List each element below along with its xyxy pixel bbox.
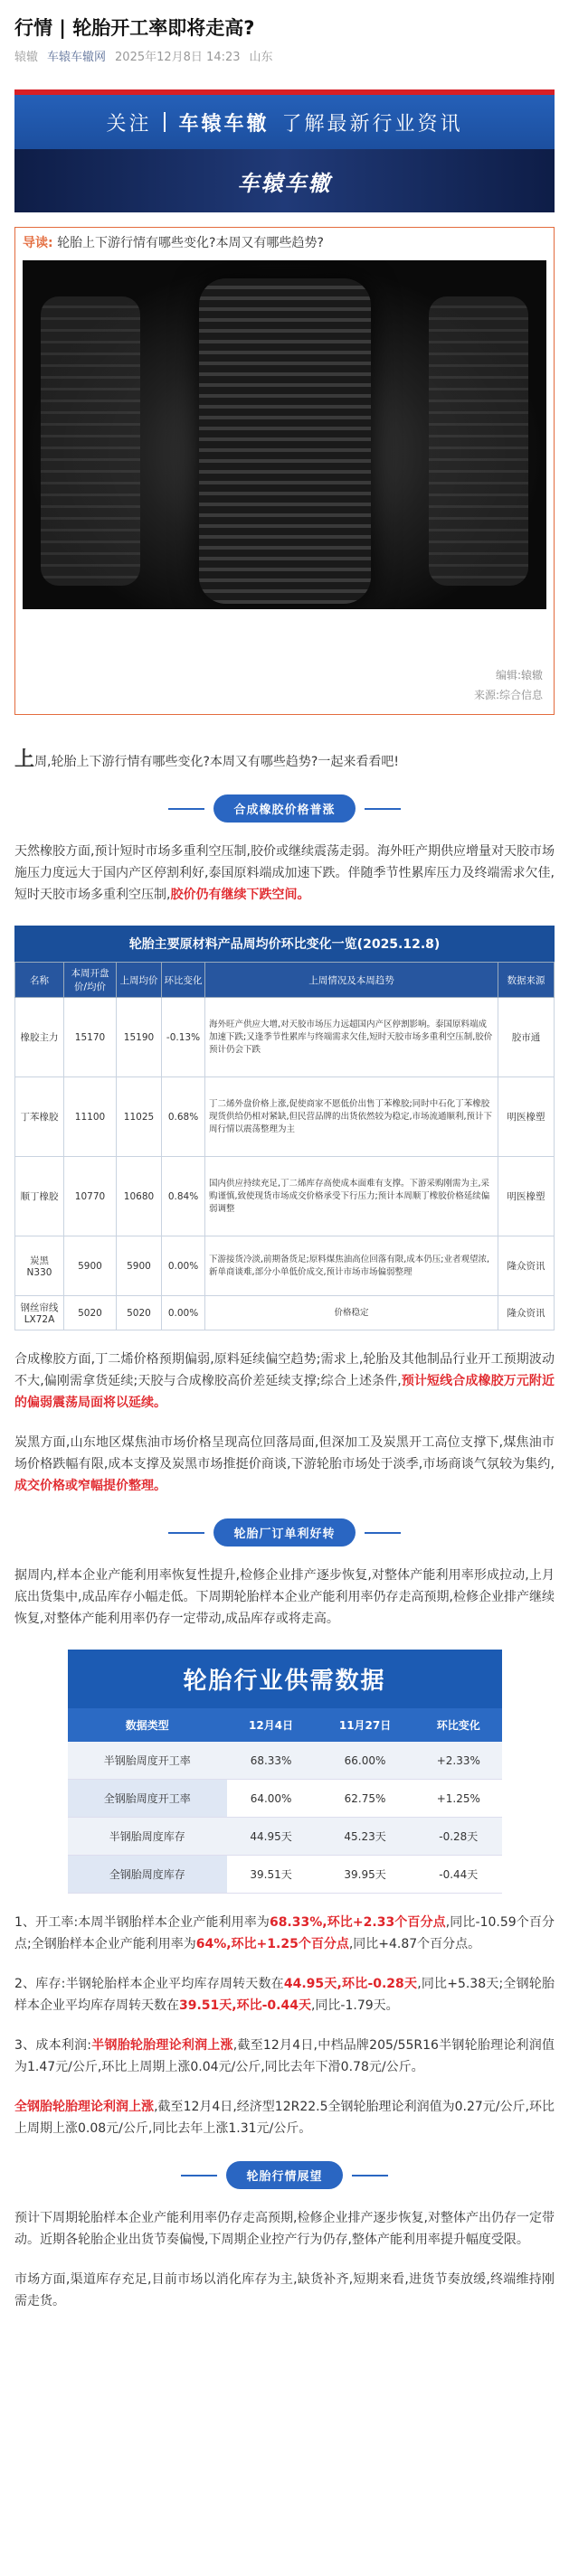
all-steel-profit-paragraph [14,2096,555,2139]
tire-left-image-part [41,296,140,586]
highlight-text: 胶价仍有继续下跌空间。 [170,888,310,902]
table-row [15,998,555,1077]
synthetic-rubber-paragraph [14,1349,555,1414]
market-paragraph: 市场方面,渠道库存充足,目前市场以消化库存为主,缺货补齐,短期来看,进货节奏放缓,终端维持刚需走货。 [14,2272,555,2308]
lead-question: 轮胎上下游行情有哪些变化?本周又有哪些趋势? [57,236,324,250]
pill-line-right [352,2175,388,2176]
source-credit: 来源:综合信息 [473,689,543,701]
paragraph-text: 合成橡胶方面,丁二烯价格预期偏弱,原料延续偏空趋势;需求上,轮胎及其他制品行业开工预期波动不大,偏刚需拿货延续;天胶与合成橡胶高价差延续支撑;综合上述条件, [14,1352,555,1388]
cell-value: 66.00% [315,1742,415,1780]
author: 辕辙 [14,51,39,64]
cell-comment: 价格稳定 [205,1296,498,1330]
col-header: 环比变化 [162,963,205,998]
col-header: 名称 [15,963,64,998]
section-pill-1: 合成橡胶价格普涨 [213,794,355,823]
pill-line-right [365,1532,401,1534]
pill-line-right [365,808,401,810]
section-header-1 [14,794,555,823]
cell-this-week: 5900 [64,1236,117,1296]
brand-logo-banner [14,149,555,212]
highlight-text: 半钢胎轮胎理论利润上涨 [91,2038,233,2053]
col-header: 12月4日 [227,1708,315,1742]
col-header: 上周均价 [117,963,162,998]
table-row [68,1856,502,1894]
cell-name: 炭黑N330 [15,1236,64,1296]
table-row [15,1077,555,1157]
paragraph-text: 2、库存:半钢轮胎样本企业平均库存周转天数在 [14,1977,284,1991]
follow-text: 关注 [106,112,152,136]
table-row [68,1742,502,1780]
intro-drop-cap: 上 [14,748,35,771]
cell-comment: 国内供应持续充足,丁二烯库存高使成本面难有支撑。下游采购刚需为主,采购谨慎,致使现货市场成交价格承受下行压力;预计本周顺丁橡胶价格延续偏弱调整 [205,1157,498,1236]
cell-change: 0.00% [162,1296,205,1330]
pill-line-left [168,1532,204,1534]
paragraph-text: 天然橡胶方面,预计短时市场多重利空压制,胶价或继续震荡走弱。海外旺产期供应增量对天胶市场施压力度远大于国内产区停割利好,泰国原料端成加速下跌。伴随季节性累库压力及终端需求欠佳,短时天胶市场多重利空压制, [14,844,555,902]
table-row [15,1296,555,1330]
col-header: 数据来源 [498,963,555,998]
cell-last-week: 15190 [117,998,162,1077]
paragraph-text: ,截至12月4日,中档品牌205/55R16半钢轮胎理论利润值为1.47元/公斤,环比上周期上涨0.04元/公斤,同比去年下滑0.78元/公斤。 [14,2038,555,2074]
cell-name: 丁苯橡胶 [15,1077,64,1157]
cell-last-week: 11025 [117,1077,162,1157]
section-pill-2: 轮胎厂订单利好转 [213,1518,355,1547]
highlight-text: 44.95天,环比-0.28天 [283,1977,418,1991]
cell-this-week: 15170 [64,998,117,1077]
lead-text [23,233,546,253]
highlight-text: 预计短线合成橡胶万元附近的偏弱震荡局面将以延续。 [14,1374,555,1410]
cell-source: 明医橡塑 [498,1157,555,1236]
col-header: 11月27日 [315,1708,415,1742]
paragraph-text: ,同比-1.79天。 [310,1998,399,2013]
cell-value: 39.51天 [227,1856,315,1894]
cell-change: +1.25% [415,1780,501,1818]
section-pill-3: 轮胎行情展望 [226,2161,342,2189]
cell-name: 钢丝帘线LX72A [15,1296,64,1330]
semi-steel-profit-paragraph [14,2035,555,2078]
cell-last-week: 10680 [117,1157,162,1236]
tire-tread-image-part [199,278,371,604]
cell-source: 隆众资讯 [498,1296,555,1330]
cell-change: -0.28天 [415,1818,501,1856]
cell-change: 0.00% [162,1236,205,1296]
highlight-text: 39.51天,环比-0.44天 [179,1998,311,2013]
highlight-text: 成交价格或窄幅提价整理。 [14,1479,166,1493]
cell-change: 0.68% [162,1077,205,1157]
paragraph-text: ,同比-10.59个百分点;全钢胎样本企业产能利用率为 [14,1915,555,1951]
paragraph-text: 1、开工率:本周半钢胎样本企业产能利用率为 [14,1915,270,1930]
cell-value: 45.23天 [315,1818,415,1856]
tire-right-image-part [429,296,528,586]
account-name-link[interactable]: 车辕车辙网 [47,51,107,64]
factory-paragraph: 据周内,样本企业产能利用率恢复性提升,检修企业排产逐步恢复,对整体产能利用率形成拉动,上月底出货集中,成品库存小幅走低。下周期轮胎样本企业产能利用率仍存走高预期,检修企业排产继续恢复,对整体产能利用率仍存一定带动,成品库存或将走高。 [14,1568,555,1626]
table-row [68,1780,502,1818]
supply-demand-table [68,1708,502,1894]
pill-line-left [181,2175,217,2176]
cell-last-week: 5020 [117,1296,162,1330]
cell-type: 全钢胎周度库存 [68,1856,228,1894]
location: 山东 [249,51,273,64]
cell-change: -0.13% [162,998,205,1077]
article-meta [14,47,555,64]
banner-slogan: 了解最新行业资讯 [281,112,463,136]
col-header: 本周开盘价/均价 [64,963,117,998]
highlight-text: 64%,环比+1.25个百分点 [195,1937,349,1951]
banner-divider [164,112,166,132]
cell-comment: 海外旺产供应大增,对天胶市场压力远超国内产区停割影响。泰国原料端成加速下跌;又逢季节性累库与终端需求欠佳,短时天胶市场多重利空压制,胶价预计仍会下跌 [205,998,498,1077]
paragraph-text: ,同比+5.38天;全钢轮胎样本企业平均库存周转天数在 [14,1977,555,2013]
lead-label: 导读: [23,236,53,250]
outlook-paragraph: 预计下周期轮胎样本企业产能利用率仍存走高预期,检修企业排产逐步恢复,对整体产出仍存一定带动。近期各轮胎企业出货节奏偏慢,下周期企业控产行为仍存,整体产能利用率提升幅度受限。 [14,2211,555,2247]
raw-material-price-table [14,926,555,1330]
cell-source: 明医橡塑 [498,1077,555,1157]
cell-name: 橡胶主力 [15,998,64,1077]
cell-this-week: 10770 [64,1157,117,1236]
cell-type: 半钢胎周度库存 [68,1818,228,1856]
editor-credit: 编辑:辕辙 [495,669,543,682]
cell-comment: 下游接货冷淡,前期备货足;原料煤焦油高位回落有限,成本仍压;业者观望浓,新单商谈难,部分小单低价成交,预计市场市场偏弱整理 [205,1236,498,1296]
cell-value: 44.95天 [227,1818,315,1856]
brand-name: 车辕车辙 [178,112,270,136]
cell-source: 胶市通 [498,998,555,1077]
col-header: 数据类型 [68,1708,228,1742]
image-credits [474,665,543,705]
natural-rubber-paragraph [14,841,555,906]
cell-this-week: 5020 [64,1296,117,1330]
article-title: 行情 | 轮胎开工率即将走高? [14,17,255,39]
cell-name: 顺丁橡胶 [15,1157,64,1236]
highlight-text: 68.33%,环比+2.33个百分点 [269,1915,446,1930]
paragraph-text: ,截至12月4日,经济型12R22.5全钢轮胎理论利润值为0.27元/公斤,环比上周期上涨0.08元/公斤,同比去年上涨1.31元/公斤。 [14,2100,555,2136]
cell-type: 半钢胎周度开工率 [68,1742,228,1780]
inventory-paragraph [14,1973,555,2017]
highlight-text: 全钢胎轮胎理论利润上涨 [14,2100,155,2114]
pill-line-left [168,808,204,810]
brand-logo: 车辕车辙 [237,170,332,196]
cell-change: +2.33% [415,1742,501,1780]
supply-demand-title: 轮胎行业供需数据 [68,1650,502,1708]
cell-comment: 丁二烯外盘价格上涨,促使商家不愿低价出售丁苯橡胶;同时中石化丁苯橡胶现货供给仍相对紧缺,但民营品牌的出货依然较为稳定,市场流通顺利,预计下周行情以震荡整理为主 [205,1077,498,1157]
cell-value: 39.95天 [315,1856,415,1894]
tire-image[interactable] [23,260,546,609]
publish-date: 2025年12月8日 14:23 [115,51,241,64]
follow-banner[interactable] [14,89,555,149]
intro-paragraph [14,749,555,773]
cell-source: 隆众资讯 [498,1236,555,1296]
section-header-3 [14,2161,555,2189]
paragraph-text: 炭黑方面,山东地区煤焦油市场价格呈现高位回落局面,但深加工及炭黑开工高位支撑下,煤焦油市场价格跌幅有限,成本支撑及炭黑市场推挺价商谈,下游轮胎市场处于淡季,市场商谈气氛较为集约, [14,1435,555,1471]
cell-last-week: 5900 [117,1236,162,1296]
lead-box [14,227,555,715]
table-row [68,1818,502,1856]
table-caption: 轮胎主要原材料产品周均价环比变化一览(2025.12.8) [14,926,555,962]
paragraph-text: ,同比+4.87个百分点。 [348,1937,481,1951]
table-row [15,1157,555,1236]
section-header-2 [14,1518,555,1547]
cell-value: 68.33% [227,1742,315,1780]
intro-text: 周,轮胎上下游行情有哪些变化?本周又有哪些趋势?一起来看看吧! [34,755,399,769]
cell-type: 全钢胎周度开工率 [68,1780,228,1818]
cell-this-week: 11100 [64,1077,117,1157]
paragraph-text: 3、成本利润: [14,2038,92,2053]
cell-value: 64.00% [227,1780,315,1818]
col-header: 环比变化 [415,1708,501,1742]
cell-value: 62.75% [315,1780,415,1818]
cell-change: -0.44天 [415,1856,501,1894]
col-header: 上周情况及本周趋势 [205,963,498,998]
cell-change: 0.84% [162,1157,205,1236]
operating-rate-paragraph [14,1912,555,1955]
carbon-black-paragraph [14,1432,555,1497]
table-row [15,1236,555,1296]
